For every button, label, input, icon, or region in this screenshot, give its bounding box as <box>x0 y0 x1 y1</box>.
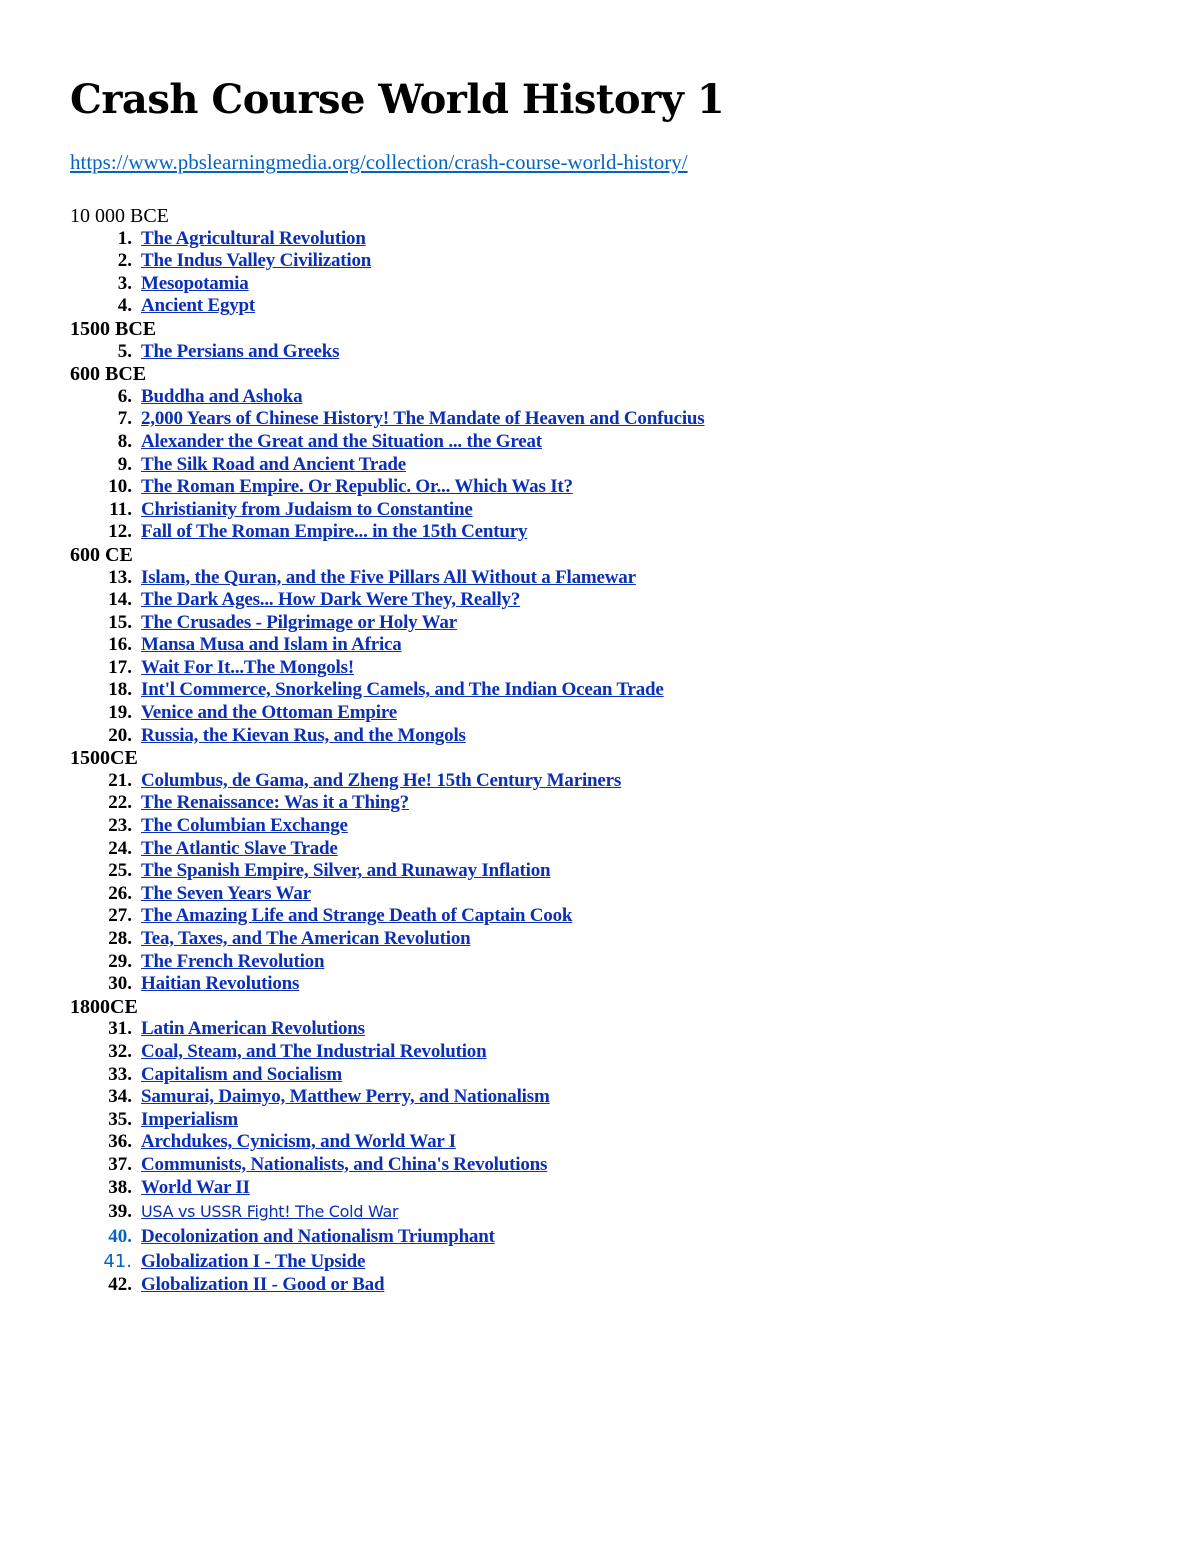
era-heading: 1500CE <box>70 747 138 770</box>
episode-number: 25. <box>108 860 132 882</box>
episode-item <box>70 770 1130 793</box>
episode-number: 32. <box>108 1040 132 1062</box>
episode-item <box>70 1154 1130 1177</box>
episode-link[interactable]: The Silk Road and Ancient Trade <box>141 453 406 475</box>
episode-item <box>70 657 1130 680</box>
episode-number: 6. <box>117 385 132 407</box>
episode-number: 28. <box>108 928 132 949</box>
episode-item <box>70 476 1130 499</box>
episode-link[interactable]: The Columbian Exchange <box>141 815 348 837</box>
episode-item <box>70 567 1130 590</box>
source-url-link[interactable]: https://www.pbslearningmedia.org/collection/crash-course-world-history/ <box>70 150 688 174</box>
episode-item <box>70 792 1130 815</box>
episode-link[interactable]: Int'l Commerce, Snorkeling Camels, and The Indian Ocean Trade <box>141 679 664 701</box>
episode-item <box>70 815 1130 838</box>
episode-number: 30. <box>108 973 132 995</box>
episode-link[interactable]: Christianity from Judaism to Constantine <box>141 498 473 520</box>
episode-link[interactable]: The Agricultural Revolution <box>141 227 366 249</box>
episode-item <box>70 634 1130 657</box>
episode-number: 14. <box>108 589 132 611</box>
era-heading: 600 CE <box>70 543 133 566</box>
episode-item <box>70 702 1130 725</box>
episode-number: 16. <box>108 634 132 656</box>
episode-link[interactable]: The Roman Empire. Or Republic. Or... Which Was It? <box>141 476 573 498</box>
episode-item <box>70 928 1130 951</box>
episode-number: 1. <box>117 227 132 249</box>
episode-item <box>70 838 1130 861</box>
episode-link[interactable]: The French Revolution <box>141 950 325 972</box>
episode-number: 23. <box>108 815 132 837</box>
episode-number: 35. <box>108 1108 132 1130</box>
episode-link[interactable]: Russia, the Kievan Rus, and the Mongols <box>141 724 466 746</box>
episode-link[interactable]: Tea, Taxes, and The American Revolution <box>141 928 471 949</box>
episode-link[interactable]: The Renaissance: Was it a Thing? <box>141 792 409 814</box>
episode-link[interactable]: Coal, Steam, and The Industrial Revolution <box>141 1040 487 1062</box>
episode-number: 5. <box>117 340 132 362</box>
episode-number: 42. <box>108 1274 132 1296</box>
episode-item <box>70 273 1130 296</box>
episode-number: 26. <box>108 882 132 904</box>
episode-link[interactable]: Islam, the Quran, and the Five Pillars All Without a Flamewar <box>141 566 636 588</box>
episode-item <box>70 499 1130 522</box>
episode-number: 38. <box>108 1176 132 1198</box>
episode-number: 11. <box>109 498 132 520</box>
episode-number: 34. <box>108 1086 132 1108</box>
episode-number: 7. <box>117 408 132 430</box>
episode-item <box>70 1041 1130 1064</box>
episode-number: 18. <box>108 679 132 701</box>
episode-item <box>70 905 1130 928</box>
episode-number: 19. <box>108 702 132 724</box>
episode-link[interactable]: Columbus, de Gama, and Zheng He! 15th Century Mariners <box>141 769 622 791</box>
episode-item <box>70 612 1130 635</box>
episode-number: 15. <box>108 611 132 633</box>
episode-number: 13. <box>108 566 132 588</box>
document-page <box>70 72 1130 1297</box>
episode-item <box>70 589 1130 612</box>
episode-item <box>70 341 1130 364</box>
episode-item <box>70 1177 1130 1200</box>
episode-link[interactable]: Archdukes, Cynicism, and World War I <box>141 1131 457 1153</box>
episode-number: 9. <box>117 453 132 475</box>
document-title: Crash Course World History 1 <box>70 76 725 123</box>
episode-link[interactable]: Wait For It...The Mongols! <box>141 656 354 678</box>
episode-item <box>70 1199 1130 1224</box>
episode-number: 22. <box>108 792 132 814</box>
episode-number: 10. <box>108 476 132 498</box>
episode-item <box>70 250 1130 273</box>
episode-number: 21. <box>108 769 132 791</box>
era-heading: 1800CE <box>70 995 138 1018</box>
episode-item <box>70 386 1130 409</box>
episode-item <box>70 860 1130 883</box>
era-heading: 600 BCE <box>70 363 147 386</box>
episode-link[interactable]: Venice and the Ottoman Empire <box>141 702 397 724</box>
episode-number: 36. <box>108 1131 132 1153</box>
episode-number: 3. <box>117 272 132 294</box>
episode-link[interactable]: The Dark Ages... How Dark Were They, Really? <box>141 589 521 611</box>
episode-link[interactable]: Haitian Revolutions <box>141 973 300 995</box>
episode-item <box>70 1064 1130 1087</box>
episode-number: 31. <box>108 1018 132 1040</box>
episode-item <box>70 883 1130 906</box>
era-heading: 10 000 BCE <box>70 205 169 227</box>
episode-item <box>70 295 1130 318</box>
episode-number: 12. <box>108 521 132 543</box>
episode-item <box>70 1274 1130 1297</box>
episode-link[interactable]: Mesopotamia <box>141 272 249 294</box>
episode-item <box>70 228 1130 251</box>
episode-link[interactable]: Imperialism <box>141 1108 239 1130</box>
episode-link[interactable]: Globalization II - Good or Bad <box>141 1274 385 1296</box>
episode-item <box>70 1018 1130 1041</box>
episode-number: 8. <box>117 430 132 452</box>
episode-link[interactable]: World War II <box>141 1176 250 1198</box>
episode-link[interactable]: 2,000 Years of Chinese History! The Mandate of Heaven and Confucius <box>141 408 705 430</box>
episode-number: 27. <box>108 905 132 927</box>
episode-link[interactable]: USA vs USSR Fight! The Cold War <box>141 1202 399 1222</box>
episode-number: 39. <box>108 1201 132 1223</box>
episode-link[interactable]: Latin American Revolutions <box>141 1018 365 1040</box>
episode-item <box>70 521 1130 544</box>
episode-link[interactable]: The Amazing Life and Strange Death of Captain Cook <box>141 905 573 927</box>
episode-link[interactable]: Capitalism and Socialism <box>141 1063 343 1085</box>
episode-item <box>70 725 1130 748</box>
episode-number: 24. <box>108 837 132 859</box>
episode-number: 40. <box>108 1226 132 1248</box>
episode-link[interactable]: Globalization I - The Upside <box>141 1251 366 1273</box>
episode-item <box>70 1131 1130 1154</box>
era-heading: 1500 BCE <box>70 317 157 340</box>
episode-link[interactable]: The Spanish Empire, Silver, and Runaway Inflation <box>141 860 551 882</box>
episode-list <box>70 205 1130 1297</box>
episode-link[interactable]: The Persians and Greeks <box>141 340 340 362</box>
episode-item <box>70 431 1130 454</box>
episode-number: 33. <box>108 1063 132 1085</box>
episode-link[interactable]: The Atlantic Slave Trade <box>141 837 338 859</box>
episode-item <box>70 679 1130 702</box>
episode-link[interactable]: Mansa Musa and Islam in Africa <box>141 634 402 656</box>
episode-number: 17. <box>108 656 132 678</box>
episode-link[interactable]: Alexander the Great and the Situation ... the Great <box>141 430 542 452</box>
episode-number: 20. <box>108 724 132 746</box>
episode-number: 2. <box>117 250 132 272</box>
episode-item <box>70 1109 1130 1132</box>
episode-item <box>70 1224 1130 1249</box>
episode-link[interactable]: Communists, Nationalists, and China's Revolutions <box>141 1153 548 1175</box>
episode-item <box>70 1249 1130 1274</box>
episode-link[interactable]: The Crusades - Pilgrimage or Holy War <box>141 611 457 633</box>
episode-link[interactable]: Buddha and Ashoka <box>141 385 303 407</box>
episode-item <box>70 951 1130 974</box>
episode-number: 4. <box>117 295 132 317</box>
episode-item <box>70 408 1130 431</box>
episode-item <box>70 973 1130 996</box>
episode-link[interactable]: The Seven Years War <box>141 882 311 904</box>
episode-link[interactable]: Decolonization and Nationalism Triumphant <box>141 1226 495 1248</box>
episode-number: 41. <box>103 1251 132 1273</box>
episode-number: 29. <box>108 950 132 972</box>
episode-item <box>70 454 1130 477</box>
episode-link[interactable]: The Indus Valley Civilization <box>141 250 372 272</box>
episode-link[interactable]: Ancient Egypt <box>141 295 256 317</box>
episode-number: 37. <box>108 1153 132 1175</box>
episode-link[interactable]: Samurai, Daimyo, Matthew Perry, and Nationalism <box>141 1086 550 1108</box>
episode-link[interactable]: Fall of The Roman Empire... in the 15th Century <box>141 521 528 543</box>
episode-item <box>70 1086 1130 1109</box>
